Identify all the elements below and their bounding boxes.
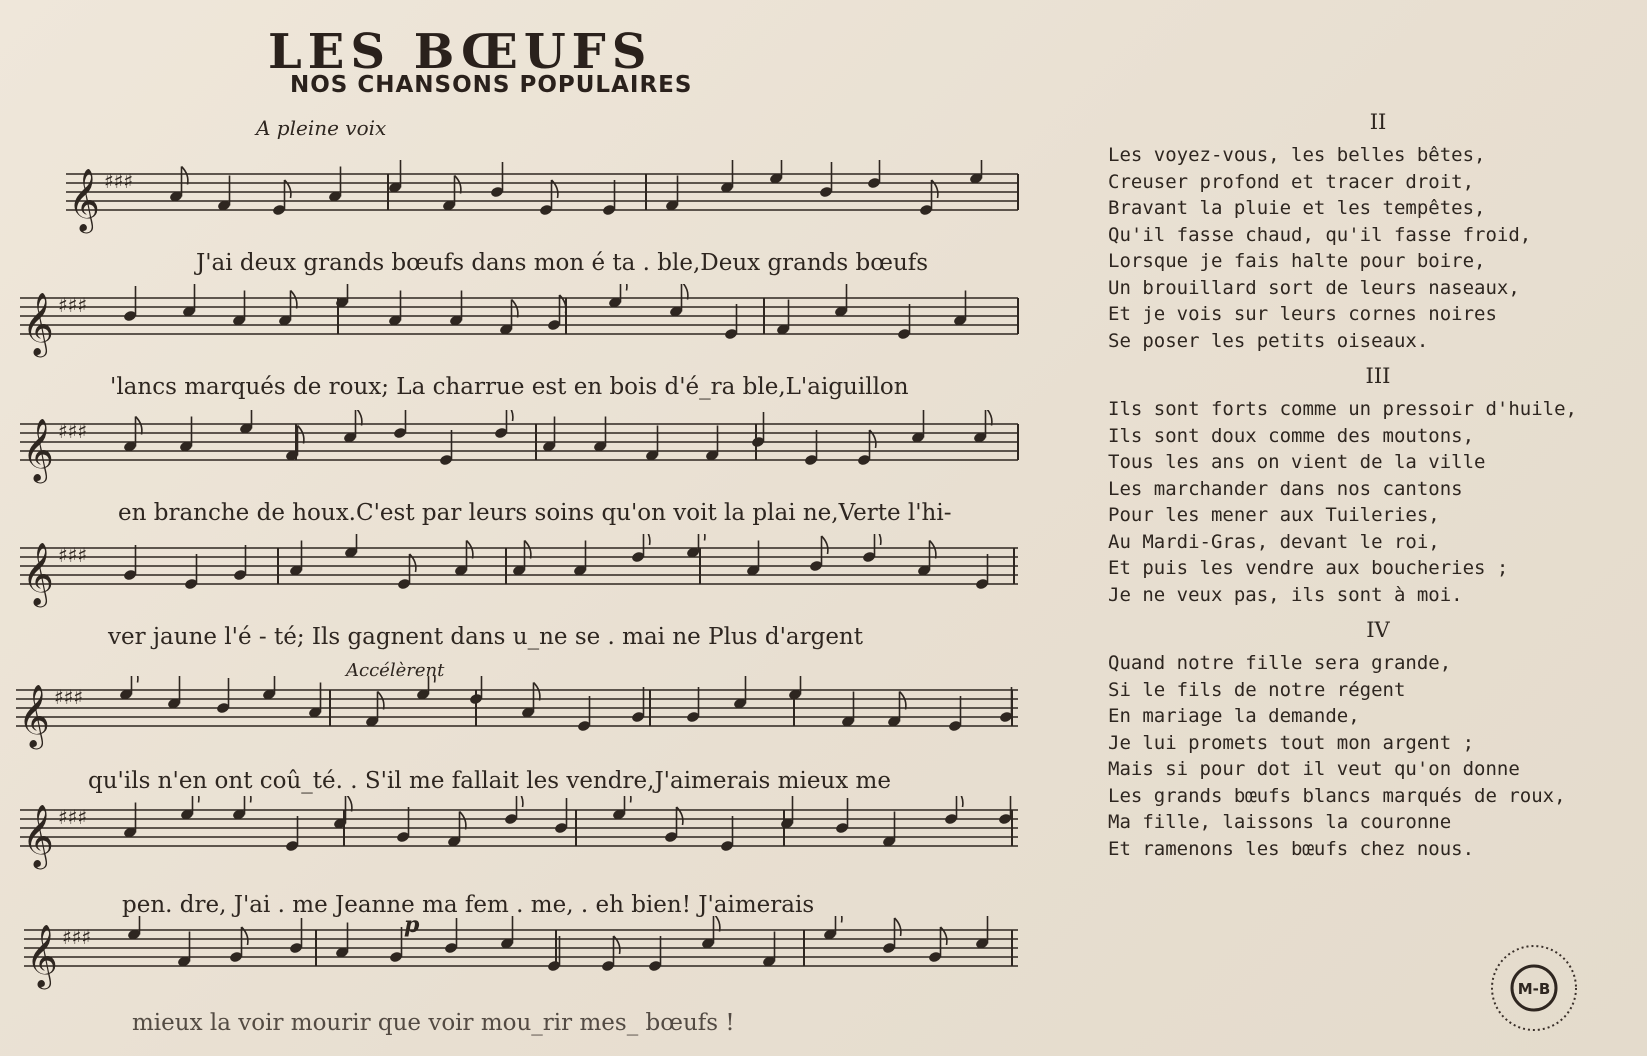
verse-line: Quand notre fille sera grande, bbox=[1108, 652, 1452, 674]
verse-line: Si le fils de notre régent bbox=[1108, 678, 1406, 701]
verse-line: Bravant la pluie et les tempêtes, bbox=[1108, 197, 1486, 219]
svg-text:𝄞: 𝄞 bbox=[22, 542, 54, 605]
svg-text:𝄞: 𝄞 bbox=[26, 924, 58, 987]
verse-line: Creuser profond et tracer droit, bbox=[1108, 170, 1475, 193]
verse-line: Mais si pour dot il veut qu'on donne bbox=[1108, 758, 1520, 780]
verse-line: Et ramenons les bœufs chez nous. bbox=[1108, 837, 1475, 860]
verse-line: Et je vois sur leurs cornes noires bbox=[1108, 303, 1497, 325]
svg-text:♯♯♯: ♯♯♯ bbox=[54, 685, 84, 709]
verse-4 bbox=[1108, 618, 1628, 862]
music-staff-7 bbox=[0, 916, 1100, 996]
svg-text:𝄞: 𝄞 bbox=[22, 804, 54, 867]
music-staff-2 bbox=[0, 284, 1100, 364]
dynamic-mark: p bbox=[404, 912, 420, 938]
svg-text:♯♯♯: ♯♯♯ bbox=[58, 293, 88, 317]
verse-line: Je lui promets tout mon argent ; bbox=[1108, 731, 1475, 754]
music-staff-3 bbox=[0, 410, 1100, 490]
verse-3 bbox=[1108, 364, 1628, 608]
verse-line: Se poser les petits oiseaux. bbox=[1108, 329, 1429, 352]
svg-text:♯♯♯: ♯♯♯ bbox=[104, 169, 134, 193]
music-staff-5 bbox=[0, 676, 1100, 756]
verse-line: En mariage la demande, bbox=[1108, 705, 1360, 727]
verse-line: Pour les mener aux Tuileries, bbox=[1108, 504, 1440, 526]
verse-number: III bbox=[1365, 364, 1391, 388]
verse-line: Ma fille, laissons la couronne bbox=[1108, 811, 1452, 833]
verse-line: Et puis les vendre aux boucheries ; bbox=[1108, 557, 1509, 579]
svg-text:♯♯♯: ♯♯♯ bbox=[58, 419, 88, 443]
music-staff-6 bbox=[0, 796, 1100, 876]
lyric-line-4: ver jaune l'é - té; Ils gagnent dans u_ne se . mai ne Plus d'argent bbox=[108, 624, 863, 650]
lyric-line-6: pen. dre, J'ai . me Jeanne ma fem . me, . eh bien! J'aimerais bbox=[122, 892, 815, 918]
verse-line: Qu'il fasse chaud, qu'il fasse froid, bbox=[1108, 223, 1532, 246]
tempo-mark-start: A pleine voix bbox=[256, 116, 387, 140]
verse-line: Les marchander dans nos cantons bbox=[1108, 477, 1463, 500]
tempo-mark-accelerando: Accélèrent bbox=[346, 660, 445, 681]
verse-line: Tous les ans on vient de la ville bbox=[1108, 451, 1486, 473]
verse-line: Un brouillard sort de leurs naseaux, bbox=[1108, 276, 1520, 299]
verse-2 bbox=[1108, 110, 1628, 354]
verse-line: Les voyez-vous, les belles bêtes, bbox=[1108, 144, 1486, 166]
verse-number: II bbox=[1369, 110, 1387, 134]
verse-line: Au Mardi-Gras, devant le roi, bbox=[1108, 530, 1440, 553]
verses-column bbox=[1108, 110, 1628, 872]
verse-line: Je ne veux pas, ils sont à moi. bbox=[1108, 583, 1463, 606]
lyric-line-1: J'ai deux grands bœufs dans mon é ta . ble,Deux grands bœufs bbox=[196, 250, 929, 276]
lyric-line-2: 'lancs marqués de roux; La charrue est en bois d'é_ra ble,L'aiguillon bbox=[110, 374, 909, 400]
svg-text:♯♯♯: ♯♯♯ bbox=[58, 543, 88, 567]
lyric-line-7: mieux la voir mourir que voir mou_rir mes_ bœufs ! bbox=[132, 1010, 735, 1036]
svg-text:♯♯♯: ♯♯♯ bbox=[62, 925, 92, 949]
svg-text:𝄞: 𝄞 bbox=[22, 292, 54, 355]
svg-text:M-B: M-B bbox=[1517, 980, 1551, 998]
svg-text:♯♯♯: ♯♯♯ bbox=[58, 805, 88, 829]
verse-number: IV bbox=[1366, 618, 1390, 642]
publisher-stamp-logo bbox=[1488, 942, 1580, 1034]
lyric-line-3: en branche de houx.C'est par leurs soins qu'on voit la plai ne,Verte l'hi- bbox=[118, 500, 952, 526]
svg-text:𝄞: 𝄞 bbox=[18, 684, 50, 747]
verse-line: Ils sont forts comme un pressoir d'huile, bbox=[1108, 398, 1577, 420]
svg-text:𝄞: 𝄞 bbox=[68, 168, 100, 231]
music-staff-1 bbox=[0, 160, 1100, 240]
svg-text:𝄞: 𝄞 bbox=[22, 418, 54, 481]
verse-line: Les grands bœufs blancs marqués de roux, bbox=[1108, 784, 1566, 807]
music-staff-4 bbox=[0, 534, 1100, 614]
song-title: LES BŒUFS bbox=[268, 24, 653, 80]
verse-line: Lorsque je fais halte pour boire, bbox=[1108, 250, 1486, 272]
lyric-line-5: qu'ils n'en ont coû_té. . S'il me fallait les vendre,J'aimerais mieux me bbox=[88, 768, 891, 794]
series-subtitle: NOS CHANSONS POPULAIRES bbox=[290, 72, 693, 98]
verse-line: Ils sont doux comme des moutons, bbox=[1108, 424, 1475, 447]
